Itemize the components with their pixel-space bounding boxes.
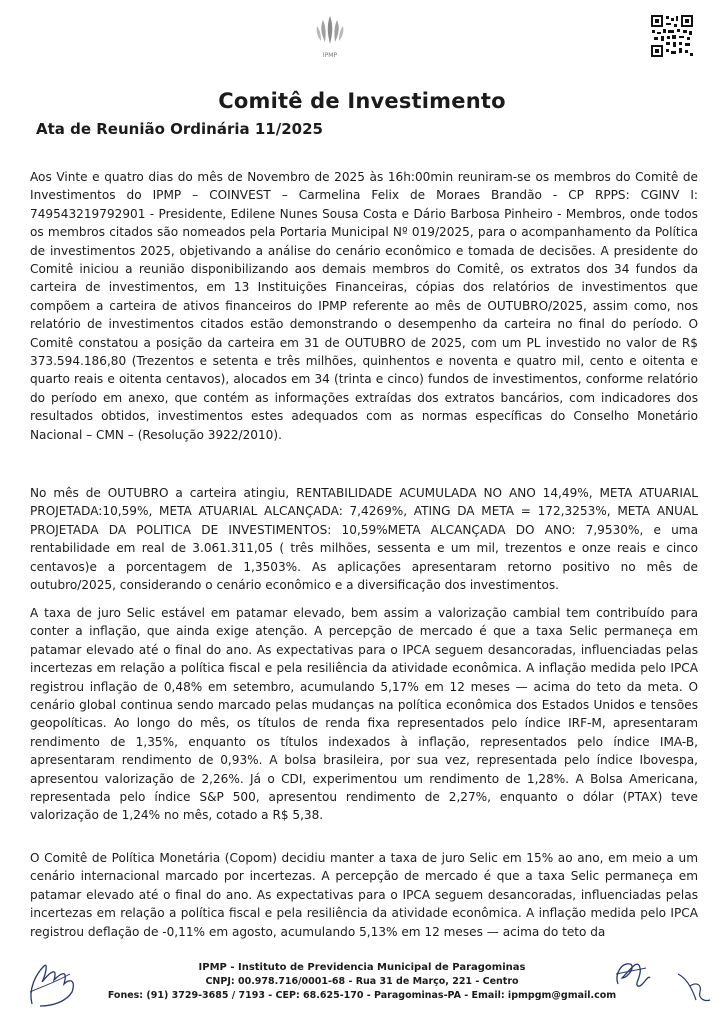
footer-contact: Fones: (91) 3729-3685 / 7193 - CEP: 68.625-170 - Paragominas-PA - Email: ipmpgm@gmail.com [107,990,617,1001]
document-subtitle: Ata de Reunião Ordinária 11/2025 [36,120,323,138]
qr-code [650,14,694,58]
paragraph-meeting-intro: Aos Vinte e quatro dias do mês de Novembro de 2025 às 16h:00min reuniram-se os membros do Comitê de Investimentos do IPMP – COINVEST – Carmelina Felix de Moraes Brandão - CP RPPS: CGINV I: 749543219792901 - Presidente, Edilene Nunes Sousa Costa e Dário Barbosa Pinheiro - Membros, onde todos os membros citados são nomeados pela Portaria Municipal Nº 019/2025, para o acompanhamento da Política de investimentos 2025, objetivando a análise do cenário econômico e tomada de decisões. A presidente do Comitê iniciou a reunião disponibilizando aos demais membros do Comitê, os extratos dos 34 fundos da carteira de investimentos, em 13 Instituições Financeiras, cópias dos relatórios de investimentos que compõem a carteira de ativos financeiros do IPMP referente ao mês de OUTUBRO/2025, assim como, nos relatório de investimentos citados estão demonstrando o desempenho da carteira no final do período. O Comitê constatou a posição da carteira em 31 de OUTUBRO de 2025, com um PL investido no valor de R$ 373.594.186,80 (Trezentos e setenta e três milhões, quinhentos e noventa e quatro mil, cento e oitenta e quarto reais e oitenta centavos), alocados em 34 (trinta e cinco) fundos de investimentos, conforme relatório do período em anexo, que contém as informações extraídas dos extratos bancários, com indicadores dos resultados obtidos, investimentos estes adequados com as normas específicas do Conselho Monetário Nacional – CMN – (Resolução 3922/2010). [30,170,698,442]
logo-text: IPMP [322,52,338,59]
footer-institution: IPMP - Instituto de Previdencia Municipal de Paragominas [198,962,526,973]
paragraph-economic-scenario: A taxa de juro Selic estável em patamar elevado, bem assim a valorização cambial tem contribuído para conter a inflação, que ainda exige atenção. A percepção de mercado é que a taxa Selic permaneça em patamar elevado até o final do ano. As expectativas para o IPCA seguem desancoradas, influenciadas pelas incertezas em relação a política fiscal e pela resiliência da atividade econômica. A inflação medida pelo IPCA registrou inflação de 0,48% em setembro, acumulando 5,17% em 12 meses — acima do teto da meta. O cenário global continua sendo marcado pelas mudanças na política econômica dos Estados Unidos e tensões geopolíticas. Ao longo do mês, os títulos de renda fixa representados pelo índice IRF-M, apresentaram rendimento de 1,35%, enquanto os títulos indexados à inflação, representados pelo índice IMA-B, apresentaram rendimento de 0,93%. A bolsa brasileira, por sua vez, representada pelo índice Ibovespa, apresentou valorização de 2,26%. Já o CDI, experimentou um rendimento de 1,28%. A Bolsa Americana, representada pelo índice S&P 500, apresentou rendimento de 2,27%, enquanto o dólar (PTAX) teve valorização de 1,24% no mês, cotado a R$ 5,38. [30,606,698,823]
paragraph-portfolio-results: No mês de OUTUBRO a carteira atingiu, RENTABILIDADE ACUMULADA NO ANO 14,49%, META ATUARIAL PROJETADA:10,59%, META ATUARIAL ALCANÇADA: 7,4269%, ATING DA META = 172,3253%, META ANUAL PROJETADA DA POLITICA DE INVESTIMENTOS: 10,59%META ALCANÇADA DO ANO: 7,9530%, e uma rentabilidade em real de 3.061.311,05 ( três milhões, sessenta e um mil, trezentos e onze reais e cinco centavos)e a porcentagem de 1,3503%. As aplicações apresentaram retorno positivo no mês de outubro/2025, considerando o cenário econômico e a diversificação dos investimentos. [30,486,698,593]
document-title: Comitê de Investimento [218,89,506,113]
footer-address: CNPJ: 00.978.716/0001-68 - Rua 31 de Março, 221 - Centro [205,976,519,987]
paragraph-copom-decision: O Comitê de Política Monetária (Copom) decidiu manter a taxa de juro Selic em 15% ao ano, em meio a um cenário internacional marcado por incertezas. A percepção de mercado é que a taxa Selic permaneça em patamar elevado até o final do ano. As expectativas para o IPCA seguem desancoradas, influenciadas pelas incertezas em relação a política fiscal e pela resiliência da atividade econômica. A inflação medida pelo IPCA registrou deflação de -0,11% em agosto, acumulando 5,13% em 12 meses — acima do teto da [30,851,698,939]
ipmp-logo [310,14,350,60]
